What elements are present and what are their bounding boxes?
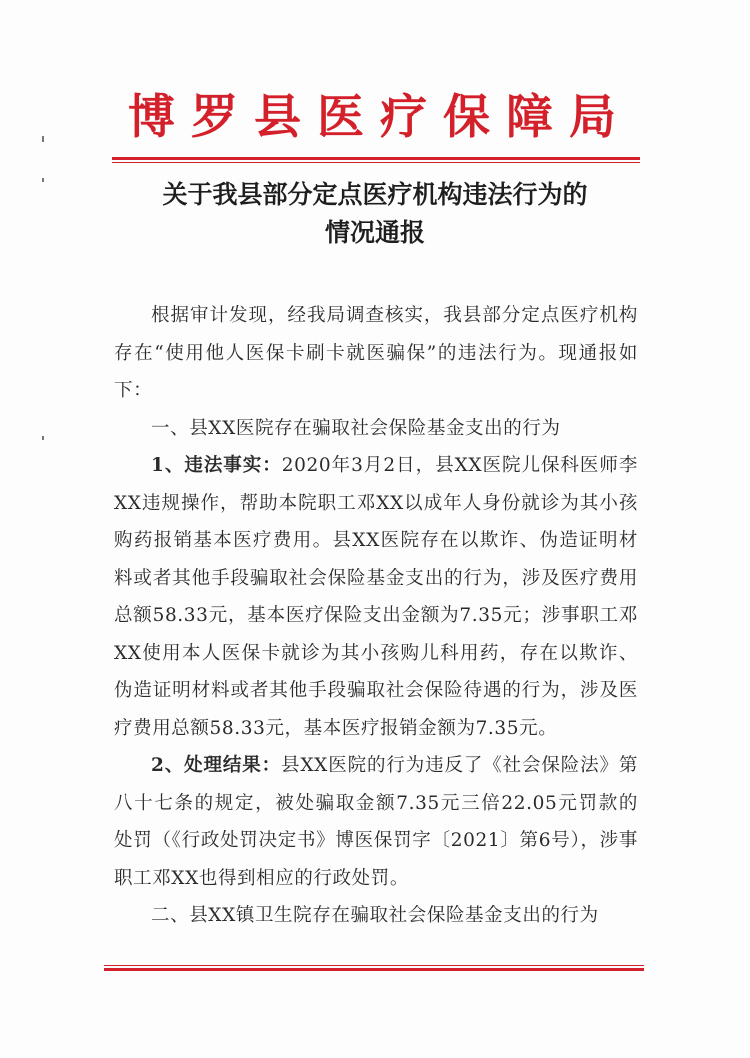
- section-1-item-2: [114, 747, 638, 897]
- intro-paragraph: 根据审计发现，经我局调查核实，我县部分定点医疗机构存在“使用他人医保卡刷卡就医骗保”的违法行为。现通报如下：: [114, 305, 638, 401]
- item-2-label: 2、处理结果：: [151, 755, 282, 776]
- document-title-line-1: 关于我县部分定点医疗机构违法行为的: [162, 180, 588, 209]
- item-2-text: 县XX医院的行为违反了《社会保险法》第八十七条的规定，被处骗取金额7.35元三倍22.05元罚款的 处罚（《行政处罚决定书》博医保罚字〔2021〕第6号），涉事职工邓XX也得到相应的行政处罚。: [114, 755, 638, 889]
- item-1-label: 1、违法事实：: [151, 455, 282, 476]
- scan-mark: [42, 436, 44, 440]
- document-body: [114, 297, 638, 935]
- section-2-heading: 二、县XX镇卫生院存在骗取社会保险基金支出的行为: [151, 905, 599, 926]
- footer-red-rule: [104, 965, 644, 972]
- header-red-rule: [112, 157, 640, 164]
- section-1-item-1: [114, 447, 638, 747]
- agency-header: 博罗县医疗保障局: [128, 90, 632, 145]
- section-1-heading: 一、县XX医院存在骗取社会保险基金支出的行为: [151, 417, 561, 439]
- document-title-line-2: 情况通报: [324, 218, 425, 247]
- item-1-text: 2020年3月2日，县XX医院儿保科医师李XX违规操作，帮助本院职工邓XX以成年人身份就诊为其小孩购药报销基本医疗费用。县XX医院存在以欺诈、伪造证明材料或者其他手段骗取社会保险基金支出的行为，涉及医疗费用总额58.33元，基本医疗保险支出金额为7.35元；涉事职工邓XX使用本人医保卡就诊为其小孩购儿科用药，存在以欺诈、伪造证明材料或者其他手段骗取社会保险待遇的行为，涉及医疗费用总额58.33元，基本医疗报销金额为7.35元。: [114, 455, 638, 739]
- document-title: [0, 176, 750, 252]
